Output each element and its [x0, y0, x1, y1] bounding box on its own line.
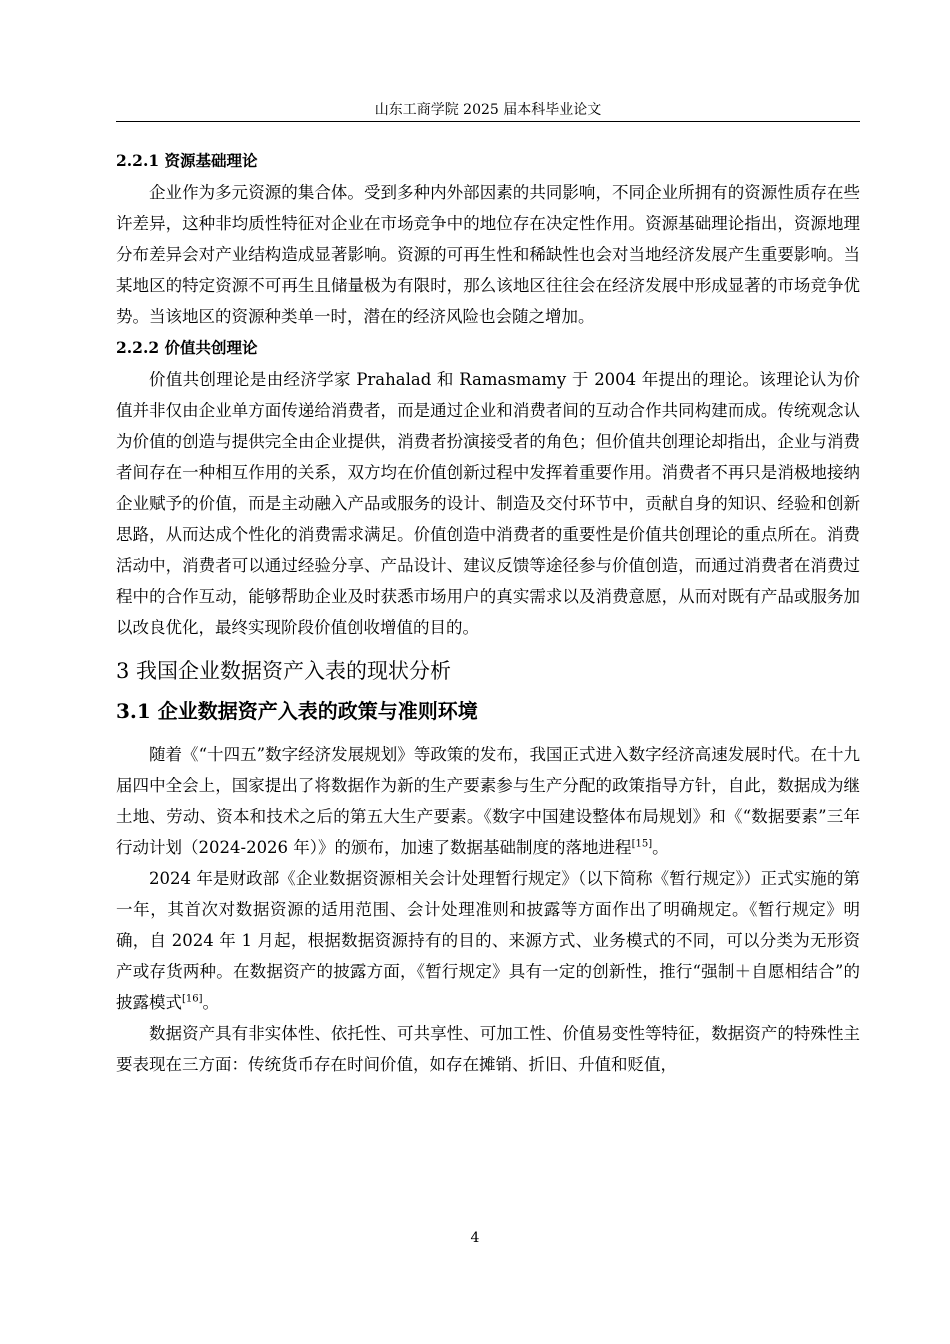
citation: [16]	[182, 993, 203, 1005]
paragraph: 数据资产具有非实体性、依托性、可共享性、可加工性、价值易变性等特征，数据资产的特殊性主要表现在三方面：传统货币存在时间价值，如存在摊销、折旧、升值和贬值，	[116, 1024, 860, 1074]
section-heading-2-2-2: 2.2.2 价值共创理论	[116, 338, 258, 357]
page-body	[116, 145, 860, 1080]
section-heading-3-1: 3.1 企业数据资产入表的政策与准则环境	[116, 699, 478, 723]
paragraph-text: 2024 年是财政部《企业数据资源相关会计处理暂行规定》（以下简称《暂行规定》）正式实施的第一年，其首次对数据资源的适用范围、会计处理准则和披露等方面作出了明确规定。《暂行规定》明确，自 2024 年 1 月起，根据数据资源持有的目的、来源方式、业务模式的不同，可以分类为无形资产或存货两种。在数据资产的披露方面，《暂行规定》具有一定的创新性，推行“强制＋自愿相结合”的披露模式	[116, 869, 860, 1012]
paragraph-text: 随着《“十四五”数字经济发展规划》等政策的发布，我国正式进入数字经济高速发展时代。在十九届四中全会上，国家提出了将数据作为新的生产要素参与生产分配的政策指导方针，自此，数据成为继土地、劳动、资本和技术之后的第五大生产要素。《数字中国建设整体布局规划》和《“数据要素”三年行动计划（2024-2026 年）》的颁布，加速了数据基础制度的落地进程	[116, 745, 860, 857]
paragraph-end: 。	[202, 993, 220, 1012]
chapter-heading: 3 我国企业数据资产入表的现状分析	[116, 659, 452, 683]
page-number: 4	[470, 1230, 480, 1246]
paragraph: 价值共创理论是由经济学家 Prahalad 和 Ramasmamy 于 2004 年提出的理论。该理论认为价值并非仅由企业单方面传递给消费者，而是通过企业和消费者间的互动合作共同构建而成。传统观念认为价值的创造与提供完全由企业提供，消费者扮演接受者的角色；但价值共创理论却指出，企业与消费者间存在一种相互作用的关系，双方均在价值创新过程中发挥着重要作用。消费者不再只是消极地接纳企业赋予的价值，而是主动融入产品或服务的设计、制造及交付环节中，贡献自身的知识、经验和创新思路，从而达成个性化的消费需求满足。价值创造中消费者的重要性是价值共创理论的重点所在。消费活动中，消费者可以通过经验分享、产品设计、建议反馈等途径参与价值创造，而通过消费者在消费过程中的合作互动，能够帮助企业及时获悉市场用户的真实需求以及消费意愿，从而对既有产品或服务加以改良优化，最终实现阶段价值创收增值的目的。	[116, 370, 860, 637]
paragraph	[116, 863, 860, 1018]
citation: [15]	[631, 838, 653, 850]
paragraph-end: 。	[652, 838, 669, 857]
paragraph: 企业作为多元资源的集合体。受到多种内外部因素的共同影响，不同企业所拥有的资源性质存在些许差异，这种非均质性特征对企业在市场竞争中的地位存在决定性作用。资源基础理论指出，资源地理分布差异会对产业结构造成显著影响。资源的可再生性和稀缺性也会对当地经济发展产生重要影响。当某地区的特定资源不可再生且储量极为有限时，那么该地区往往会在经济发展中形成显著的市场竞争优势。当该地区的资源种类单一时，潜在的经济风险也会随之增加。	[116, 183, 860, 326]
running-header: 山东工商学院 2025 届本科毕业论文	[374, 102, 602, 118]
section-heading-2-2-1: 2.2.1 资源基础理论	[116, 151, 258, 170]
paragraph	[116, 739, 860, 863]
header-rule	[116, 121, 860, 122]
